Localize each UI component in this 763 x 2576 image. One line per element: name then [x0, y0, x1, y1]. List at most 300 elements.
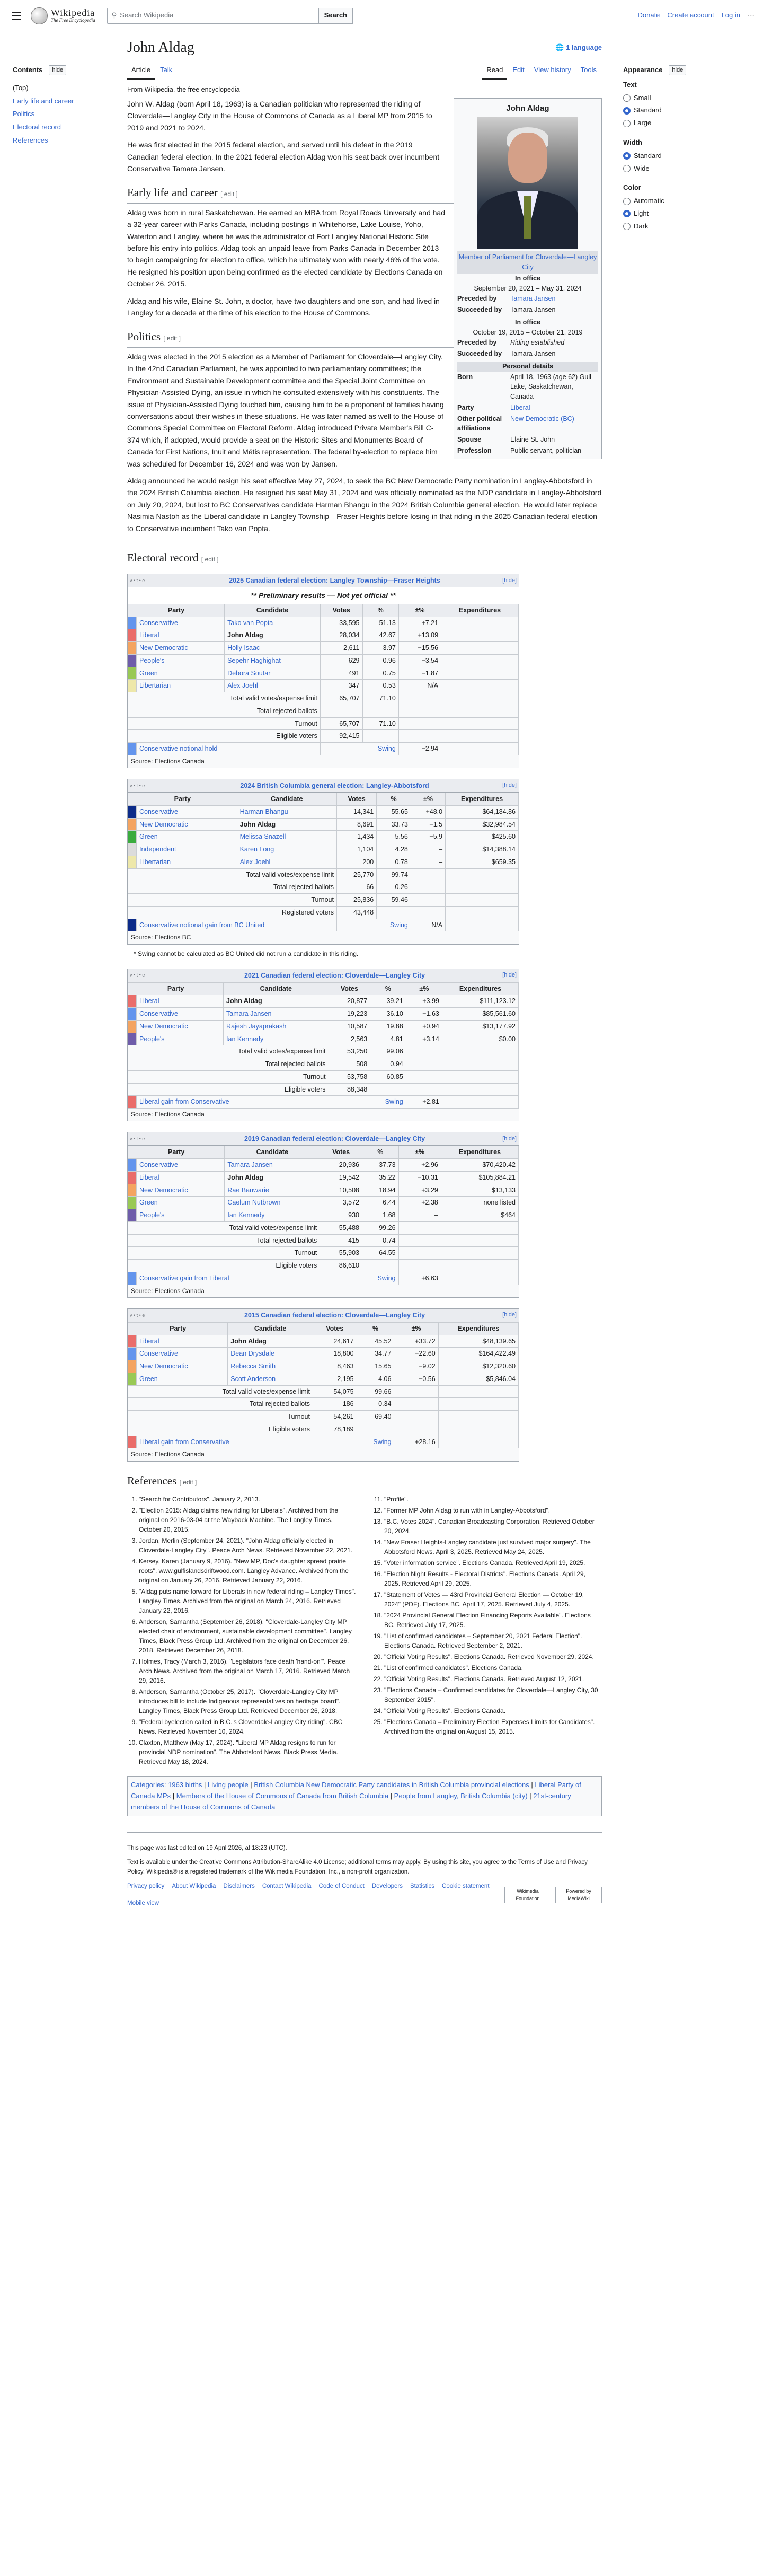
party-color-swatch [128, 1360, 137, 1373]
totals-empty [446, 894, 519, 907]
category-separator: | [388, 1791, 394, 1800]
election-table [127, 1308, 519, 1462]
expenditures-cell: $105,884.21 [441, 1171, 518, 1184]
donate-link[interactable]: Donate [637, 11, 660, 20]
percent-cell: 15.65 [357, 1360, 394, 1373]
table-source[interactable]: Source: Elections BC [131, 934, 191, 942]
votes-cell: 33,595 [320, 617, 362, 629]
text-size-label: Text [623, 80, 637, 89]
table-row [128, 629, 519, 642]
toc-item-electoral-record[interactable]: Electoral record [13, 123, 61, 131]
votes-cell: 1,434 [336, 831, 376, 843]
party-name[interactable]: New Democratic [137, 818, 237, 831]
tab-talk[interactable]: Talk [160, 66, 173, 74]
profession-value: Public servant, politician [510, 446, 582, 454]
election-title[interactable]: 2021 Canadian federal election: Cloverdale—Langley City [244, 971, 425, 979]
column-header: Candidate [228, 1322, 313, 1335]
expenditures-cell: $111,123.12 [442, 995, 518, 1008]
election-title[interactable]: 2015 Canadian federal election: Cloverdale—Langley City [244, 1311, 425, 1319]
column-header: ±% [398, 1146, 441, 1159]
width-group [623, 137, 716, 174]
expenditures-cell [441, 680, 519, 692]
footer-links [127, 1882, 504, 1909]
tab-edit[interactable]: Edit [512, 66, 525, 74]
swing-label: Swing [320, 1272, 398, 1285]
toc-hide-button[interactable]: hide [49, 65, 66, 76]
category-link[interactable]: 1963 births [168, 1781, 202, 1789]
table-source[interactable]: Source: Elections Canada [131, 1287, 205, 1295]
party-name[interactable]: Conservative [137, 1008, 224, 1021]
category-separator: | [527, 1791, 534, 1800]
votes-cell: 14,341 [336, 805, 376, 818]
totals-votes: 88,348 [329, 1083, 370, 1096]
expenditures-cell: $70,420.42 [441, 1159, 518, 1172]
swing-value: N/A [411, 919, 445, 931]
candidate-name[interactable]: Sepehr Haghighat [225, 654, 321, 667]
totals-label: Turnout [128, 1411, 313, 1423]
totals-percent [377, 906, 411, 919]
wikimedia-badge[interactable]: Wikimedia Foundation [504, 1887, 551, 1903]
swing-value: −2.94 [398, 743, 441, 755]
party-name[interactable]: New Democratic [137, 642, 225, 655]
party-name[interactable]: People's [137, 654, 225, 667]
candidate-name[interactable]: Alex Joehl [237, 856, 336, 868]
radio-button[interactable] [623, 210, 631, 217]
party-name[interactable]: Liberal [137, 995, 224, 1008]
vte-links[interactable]: v • t • e [130, 1312, 145, 1318]
footer-link[interactable]: Code of Conduct [318, 1883, 365, 1889]
vte-links[interactable]: v • t • e [130, 1136, 145, 1142]
radio-button[interactable] [623, 107, 631, 115]
candidate-name[interactable]: Ian Kennedy [225, 1209, 320, 1222]
totals-label: Eligible voters [128, 1260, 320, 1272]
totals-empty [442, 1083, 518, 1096]
totals-percent [357, 1423, 394, 1436]
party-color-swatch [128, 1008, 137, 1021]
footer-link[interactable]: Developers [371, 1883, 403, 1889]
heading-references [127, 1472, 602, 1492]
party-name[interactable]: Liberal [137, 1335, 228, 1348]
election-table [127, 1132, 519, 1297]
result-label[interactable]: Liberal gain from Conservative [137, 1096, 329, 1109]
totals-empty [398, 1221, 441, 1234]
party-color-swatch [128, 1159, 137, 1172]
column-header: Votes [320, 604, 362, 617]
totals-empty [441, 717, 519, 730]
categories-label[interactable]: Categories: [131, 1781, 166, 1789]
language-button[interactable] [555, 43, 602, 52]
radio-button[interactable] [623, 94, 631, 102]
votes-cell: 8,691 [336, 818, 376, 831]
radio-option[interactable] [623, 118, 716, 129]
result-label[interactable]: Conservative gain from Liberal [137, 1272, 320, 1285]
election-title[interactable]: 2025 Canadian federal election: Langley Township—Fraser Heights [229, 577, 440, 585]
totals-empty [394, 1398, 438, 1411]
portrait-photo[interactable] [477, 117, 578, 249]
party-color-swatch [128, 831, 137, 843]
candidate-name[interactable]: Rebecca Smith [228, 1360, 313, 1373]
party-color-swatch [128, 1348, 137, 1360]
percent-cell: 3.97 [362, 642, 398, 655]
party-name[interactable]: Independent [137, 843, 237, 856]
reference-item: 10. Claxton, Matthew (May 17, 2024). "Liberal MP Aldag resigns to run for provincial NDP nomination". The Abbotsford News. Black Press Media. Retrieved May 18, 2024. [139, 1738, 357, 1766]
totals-empty [398, 705, 441, 717]
expenditures-cell [441, 667, 519, 680]
wikipedia-logo[interactable] [31, 7, 95, 24]
radio-label: Wide [634, 164, 650, 172]
table-of-contents [13, 32, 106, 1919]
edit-section-link[interactable]: [ edit ] [179, 1478, 197, 1486]
result-label[interactable]: Conservative notional gain from BC United [137, 919, 337, 931]
election-title[interactable]: 2019 Canadian federal election: Cloverdale—Langley City [244, 1135, 425, 1143]
totals-percent: 60.85 [370, 1070, 406, 1083]
totals-row [128, 1045, 519, 1058]
party-name[interactable]: Green [137, 1197, 225, 1209]
radio-button[interactable] [623, 120, 631, 127]
swing-value: +6.63 [398, 1272, 441, 1285]
totals-empty [411, 868, 445, 881]
totals-row [128, 705, 519, 717]
swing-label: Swing [336, 919, 411, 931]
totals-empty [442, 1058, 518, 1071]
expenditures-cell [441, 642, 519, 655]
candidate-name[interactable]: Tamara Jansen [225, 1159, 320, 1172]
votes-cell: 200 [336, 856, 376, 868]
totals-votes: 55,488 [320, 1221, 362, 1234]
vte-links[interactable]: v • t • e [130, 783, 145, 788]
table-row [128, 617, 519, 629]
party-color-swatch [128, 1184, 137, 1197]
in-office-label-2: In office [515, 318, 540, 326]
table-source[interactable]: Source: Elections Canada [131, 757, 205, 765]
totals-label: Total rejected ballots [128, 705, 321, 717]
table-row [128, 1008, 519, 1021]
totals-empty [441, 1247, 518, 1260]
appearance-hide-button[interactable]: hide [669, 65, 686, 76]
candidate-name[interactable]: Karen Long [237, 843, 336, 856]
change-cell: +2.96 [398, 1159, 441, 1172]
party-name[interactable]: People's [137, 1033, 224, 1045]
party-name[interactable]: Green [137, 1373, 228, 1385]
candidate-name[interactable]: Debora Soutar [225, 667, 321, 680]
percent-cell: 34.77 [357, 1348, 394, 1360]
totals-label: Total valid votes/expense limit [128, 868, 337, 881]
party-name[interactable]: People's [137, 1209, 225, 1222]
totals-empty [406, 1083, 442, 1096]
candidate-name[interactable]: Rae Banwarie [225, 1184, 320, 1197]
party-name[interactable]: Libertarian [137, 856, 237, 868]
preliminary-notice: ** Preliminary results — Not yet official ** [128, 587, 519, 603]
election-caption [128, 779, 519, 793]
edit-section-link[interactable]: [ edit ] [201, 555, 219, 563]
category-link[interactable]: People from Langley, British Columbia (city) [394, 1791, 528, 1800]
preceded-by-1[interactable]: Tamara Jansen [510, 295, 556, 303]
party-name[interactable]: Conservative [137, 805, 237, 818]
main-menu-icon[interactable] [8, 7, 25, 24]
hide-table-button[interactable]: [hide] [502, 782, 517, 789]
result-label[interactable]: Liberal gain from Conservative [137, 1436, 313, 1448]
totals-votes: 25,770 [336, 868, 376, 881]
table-source[interactable]: Source: Elections Canada [131, 1111, 205, 1119]
hide-table-button[interactable]: [hide] [502, 971, 517, 978]
candidate-name[interactable]: Harman Bhangu [237, 805, 336, 818]
search-input[interactable] [107, 8, 319, 24]
category-separator: | [171, 1791, 176, 1800]
column-header: ±% [411, 793, 445, 806]
change-cell: – [411, 843, 445, 856]
expenditures-cell: $0.00 [442, 1033, 518, 1045]
percent-cell: 39.21 [370, 995, 406, 1008]
column-header: % [362, 1146, 399, 1159]
search-placeholder: Search Wikipedia [120, 11, 174, 20]
totals-empty [438, 1385, 518, 1398]
candidate-name[interactable]: Tako van Popta [225, 617, 321, 629]
table-row [128, 1159, 519, 1172]
category-link[interactable]: British Columbia New Democratic Party candidates in British Columbia provincial elections [254, 1781, 529, 1789]
early-paragraph-1: Aldag was born in rural Saskatchewan. He earned an MBA from Royal Roads University and had a 32-year career with Parks Canada, including postings in Whitehorse, Lake Louise, Yoho, Waterton and Langley, where he was the administrator of Fort Langley National Historic Site before his entry into politics. Aldag took an unpaid leave from Parks Canada in December 2013 to begin campaigning for election to office, which he ultimately won with nearly 46% of the vote. He resigned his position upon being confirmed as the elected candidate by Elections Canada on October 26, 2015. [127, 208, 445, 288]
radio-option[interactable] [623, 196, 716, 207]
results-table [128, 1146, 519, 1285]
expenditures-cell: $64,184.86 [446, 805, 519, 818]
search-button[interactable]: Search [319, 8, 353, 24]
totals-votes [320, 705, 362, 717]
party-name[interactable]: New Democratic [137, 1184, 225, 1197]
candidate-name[interactable]: Tamara Jansen [224, 1008, 329, 1021]
reference-item: 17. "Statement of Votes — 43rd Provincial General Election — October 19, 2024" (PDF). Elections BC. April 17, 2025. Retrieved July 4, 2025. [384, 1590, 602, 1609]
radio-option[interactable] [623, 208, 716, 219]
radio-label: Small [634, 93, 651, 102]
login-link[interactable]: Log in [721, 11, 740, 20]
totals-empty [411, 894, 445, 907]
party-name[interactable]: New Democratic [137, 1360, 228, 1373]
hide-table-button[interactable]: [hide] [502, 1135, 517, 1142]
radio-button[interactable] [623, 165, 631, 172]
result-row [128, 1436, 519, 1448]
more-options-icon[interactable]: ⋯ [748, 11, 755, 20]
change-cell: – [411, 856, 445, 868]
footer-link[interactable]: About Wikipedia [172, 1883, 216, 1889]
radio-option[interactable] [623, 93, 716, 104]
candidate-name[interactable]: Ian Kennedy [224, 1033, 329, 1045]
column-header: Expenditures [442, 982, 518, 995]
results-table [128, 1322, 519, 1449]
toc-item-politics[interactable]: Politics [13, 110, 35, 118]
swing-value: +2.81 [406, 1096, 442, 1109]
reference-item: 1. "Search for Contributors". January 2, 2013. [139, 1494, 357, 1504]
change-cell: −0.56 [394, 1373, 438, 1385]
percent-cell: 4.81 [370, 1033, 406, 1045]
totals-empty [441, 743, 519, 755]
reference-item: 14. "New Fraser Heights-Langley candidate just survived major surgery". The Abbotsford News. April 3, 2025. Retrieved May 24, 2025. [384, 1537, 602, 1557]
change-cell: −1.5 [411, 818, 445, 831]
result-color-swatch [128, 919, 137, 931]
table-row [128, 1171, 519, 1184]
edit-section-link[interactable]: [ edit ] [163, 335, 181, 342]
vte-links[interactable]: v • t • e [130, 578, 145, 584]
change-cell: −3.54 [398, 654, 441, 667]
totals-label: Turnout [128, 1247, 320, 1260]
party-name[interactable]: Green [137, 831, 237, 843]
category-link[interactable]: 21st-century members of the House of Commons of Canada [131, 1791, 571, 1811]
expenditures-cell: $32,984.54 [446, 818, 519, 831]
born-label: Born [457, 373, 473, 381]
totals-label: Registered voters [128, 906, 337, 919]
party-name[interactable]: Conservative [137, 1159, 225, 1172]
votes-cell: 24,617 [313, 1335, 357, 1348]
totals-empty [441, 1272, 518, 1285]
totals-empty [441, 1234, 518, 1247]
candidate-name[interactable]: Scott Anderson [228, 1373, 313, 1385]
totals-empty [406, 1045, 442, 1058]
expenditures-cell [441, 629, 519, 642]
footer-link[interactable]: Privacy policy [127, 1883, 165, 1889]
toc-item-early-life[interactable]: Early life and career [13, 96, 74, 105]
totals-percent: 0.94 [370, 1058, 406, 1071]
candidate-name[interactable]: Melissa Snazell [237, 831, 336, 843]
table-row [128, 995, 519, 1008]
party-color-swatch [128, 667, 137, 680]
votes-cell: 2,611 [320, 642, 362, 655]
party-name[interactable]: Green [137, 667, 225, 680]
expenditures-cell: $12,320.60 [438, 1360, 518, 1373]
votes-cell: 3,572 [320, 1197, 362, 1209]
party-color-swatch [128, 1197, 137, 1209]
column-header: Votes [336, 793, 376, 806]
party-name[interactable]: Libertarian [137, 680, 225, 692]
category-separator: | [248, 1781, 254, 1789]
footer [127, 1832, 602, 1919]
election-table [127, 574, 519, 768]
infobox-office[interactable]: Member of Parliament for Cloverdale—Langley City [457, 251, 598, 274]
votes-cell: 10,587 [329, 1020, 370, 1033]
edit-section-link[interactable]: [ edit ] [220, 190, 238, 198]
tagline: The Free Encyclopedia [51, 17, 95, 23]
create-account-link[interactable]: Create account [667, 11, 714, 20]
category-link[interactable]: Living people [208, 1781, 249, 1789]
party-name[interactable]: Conservative [137, 617, 225, 629]
totals-row [128, 1398, 519, 1411]
party-color-swatch [128, 843, 137, 856]
totals-percent [362, 705, 398, 717]
candidate-name[interactable]: Alex Joehl [225, 680, 321, 692]
table-source[interactable]: Source: Elections Canada [131, 1450, 205, 1458]
candidate-name[interactable]: Rajesh Jayaprakash [224, 1020, 329, 1033]
radio-option[interactable] [623, 163, 716, 174]
totals-empty [394, 1385, 438, 1398]
radio-option[interactable] [623, 221, 716, 232]
tab-view-history[interactable]: View history [534, 66, 571, 74]
totals-empty [398, 730, 441, 743]
succeeded-by-2: Tamara Jansen [510, 350, 556, 358]
radio-button[interactable] [623, 198, 631, 205]
totals-empty [394, 1423, 438, 1436]
change-cell: −15.56 [398, 642, 441, 655]
expenditures-cell: $164,422.49 [438, 1348, 518, 1360]
mediawiki-badge[interactable]: Powered by MediaWiki [555, 1887, 602, 1903]
column-header: Party [128, 1322, 228, 1335]
column-header: ±% [394, 1322, 438, 1335]
result-row [128, 1272, 519, 1285]
table-row [128, 1360, 519, 1373]
change-cell: −9.02 [394, 1360, 438, 1373]
vte-links[interactable]: v • t • e [130, 972, 145, 978]
table-row [128, 856, 519, 868]
totals-empty [398, 1247, 441, 1260]
totals-label: Total rejected ballots [128, 1234, 320, 1247]
table-row [128, 642, 519, 655]
other-affiliations-value[interactable]: New Democratic (BC) [510, 415, 574, 423]
candidate-name[interactable]: Dean Drysdale [228, 1348, 313, 1360]
category-link[interactable]: Liberal Party of Canada MPs [131, 1781, 581, 1800]
expenditures-cell: $14,388.14 [446, 843, 519, 856]
footer-link[interactable]: Mobile view [127, 1900, 159, 1907]
totals-percent: 0.34 [357, 1398, 394, 1411]
hide-table-button[interactable]: [hide] [502, 577, 517, 584]
site-header [0, 0, 763, 32]
tab-article[interactable]: Article [127, 63, 155, 80]
footer-link[interactable]: Cookie statement [442, 1883, 490, 1889]
reference-item: 9. "Federal byelection called in B.C.'s Cloverdale-Langley City riding". CBC News. Retrieved November 10, 2024. [139, 1717, 357, 1736]
totals-row [128, 1411, 519, 1423]
votes-cell: 1,104 [336, 843, 376, 856]
tab-read[interactable]: Read [482, 63, 507, 80]
result-label[interactable]: Conservative notional hold [137, 743, 321, 755]
expenditures-cell [441, 654, 519, 667]
lead-paragraph-1: John W. Aldag (born April 18, 1963) is a Canadian politician who represented the riding of Cloverdale—Langley City in the House of Commons of Canada as a Liberal MP from 2015 to 2019 and 2021 to 2024. [127, 99, 432, 132]
totals-percent [362, 730, 398, 743]
category-list [131, 1781, 581, 1811]
toc-item-references[interactable]: References [13, 136, 48, 144]
column-header: % [357, 1322, 394, 1335]
party-name[interactable]: Liberal [137, 629, 225, 642]
column-header: % [362, 604, 398, 617]
footer-link[interactable]: Contact Wikipedia [262, 1883, 312, 1889]
votes-cell: 20,936 [320, 1159, 362, 1172]
footer-link[interactable]: Statistics [410, 1883, 435, 1889]
radio-option[interactable] [623, 151, 716, 162]
tab-tools[interactable]: Tools [580, 66, 597, 74]
party-value[interactable]: Liberal [510, 403, 530, 411]
election-title[interactable]: 2024 British Columbia general election: Langley-Abbotsford [240, 782, 429, 790]
totals-empty [394, 1411, 438, 1423]
candidate-name[interactable]: Caelum Nutbrown [225, 1197, 320, 1209]
candidate-name[interactable]: Holly Isaac [225, 642, 321, 655]
column-header: Candidate [224, 982, 329, 995]
totals-label: Eligible voters [128, 730, 321, 743]
totals-votes: 43,448 [336, 906, 376, 919]
party-name[interactable]: New Democratic [137, 1020, 224, 1033]
radio-option[interactable] [623, 105, 716, 116]
totals-empty [441, 730, 519, 743]
radio-button[interactable] [623, 223, 631, 230]
party-name[interactable]: Liberal [137, 1171, 225, 1184]
change-cell: −5.9 [411, 831, 445, 843]
table-row [128, 1184, 519, 1197]
percent-cell: 42.67 [362, 629, 398, 642]
result-color-swatch [128, 1272, 137, 1285]
reference-item: 2. "Election 2015: Aldag claims new riding for Liberals". Archived from the original on 2016-03-04 at the Wayback Machine. The Langley Times. October 20, 2015. [139, 1506, 357, 1534]
hide-table-button[interactable]: [hide] [502, 1312, 517, 1318]
votes-cell: 28,034 [320, 629, 362, 642]
category-link[interactable]: Members of the House of Commons of Canada from British Columbia [176, 1791, 389, 1800]
radio-button[interactable] [623, 152, 631, 160]
footer-link[interactable]: Disclaimers [223, 1883, 255, 1889]
toc-item-top[interactable]: (Top) [13, 83, 29, 92]
party-name[interactable]: Conservative [137, 1348, 228, 1360]
table-row [128, 654, 519, 667]
text-size-group [623, 80, 716, 129]
succeeded-by-label: Succeeded by [457, 306, 502, 314]
